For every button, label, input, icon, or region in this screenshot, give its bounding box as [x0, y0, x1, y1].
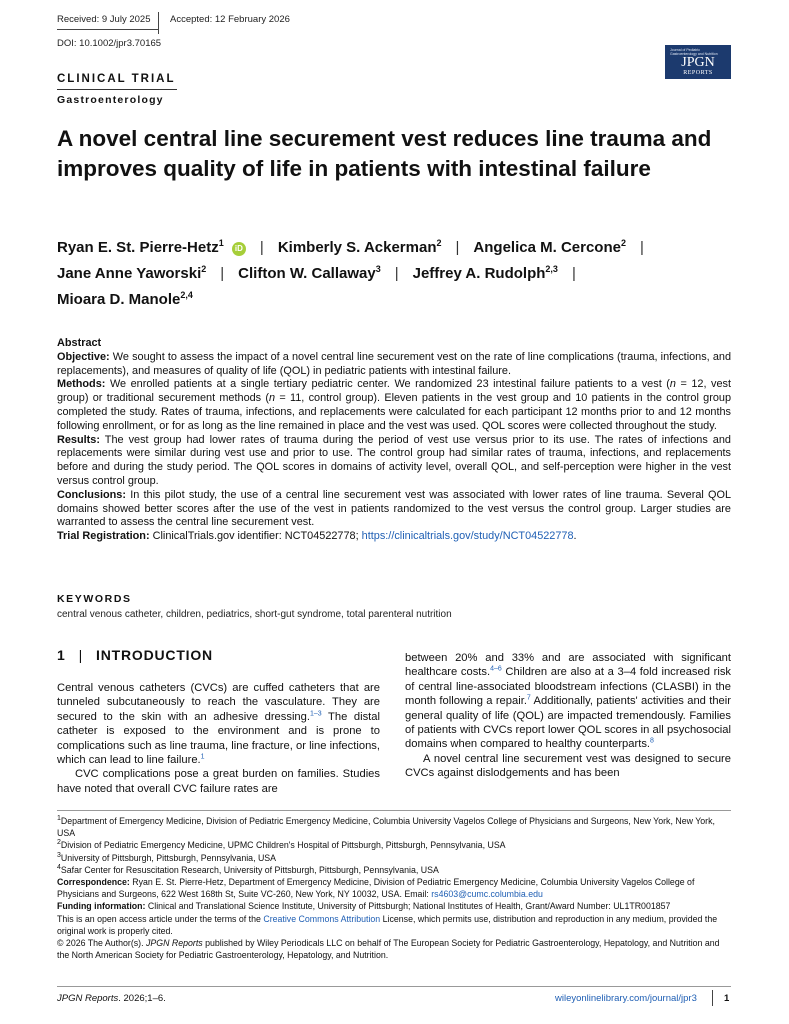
affiliation-number: 4	[57, 863, 61, 871]
abstract-heading: Abstract	[57, 337, 102, 349]
copyright-text: published by Wiley Periodicals LLC on behalf of The European Society for Pediatric Gastroenterology, Hepatology, and Nutrition and the North American Society for Pediatric Gastroenterology, Hepatology, and Nutrition.	[57, 938, 720, 961]
page-number: 1	[724, 993, 730, 1004]
funding-label: Funding information:	[57, 901, 146, 912]
copyright-journal: JPGN Reports	[145, 938, 203, 949]
footer-journal: JPGN Reports	[57, 993, 119, 1004]
article-type: CLINICAL TRIAL	[57, 73, 176, 85]
methods-text: = 12, vest group) or traditional securement methods (	[57, 378, 731, 405]
header-rule	[57, 29, 158, 30]
copyright-text: © 2026 The Author(s).	[57, 938, 146, 949]
affiliation-number: 1	[57, 815, 61, 823]
affiliation-text: University of Pittsburgh, Pittsburgh, Pennsylvania, USA	[60, 852, 277, 863]
author-name[interactable]: Mioara D. Manole	[57, 291, 181, 308]
author-affiliation: 2,3	[545, 264, 558, 274]
affiliation-text: Department of Emergency Medicine, Division of Pediatric Emergency Medicine, Columbia University Vagelos College of Physicians and Surgeons, New York, New York, USA	[57, 816, 715, 839]
section-number: 1	[57, 647, 66, 663]
doi[interactable]: DOI: 10.1002/jpr3.70165	[57, 38, 162, 49]
keywords-heading: KEYWORDS	[57, 593, 132, 605]
logo-small-text: Journal of Pediatric Gastroenterology and Nutrition	[670, 48, 718, 56]
author-affiliation: 1	[218, 238, 224, 248]
footer-divider	[712, 990, 713, 1006]
methods-text: = 11, control group). Eleven patients in the vest group and 10 patients in the control group completed the study. Rates of trauma, infections, and replacements were calculated for each participant 12 months prior to and 12 months following enrollment, or for as long as the line remained in place and the vest was used. QOL scores were collected throughout the study.	[57, 392, 732, 432]
intro-paragraph: Additionally, patients' activities and their general quality of life (QOL) are impacted tremendously. Families of patients with CVCs report lower QOL scores in all psychosocial domains when compared to healthy counterparts.	[405, 695, 731, 751]
intro-left-column	[57, 681, 380, 796]
methods-label: Methods:	[57, 378, 106, 391]
trial-end: .	[573, 530, 577, 543]
citation-link[interactable]: 1	[200, 753, 205, 761]
objective-text: We sought to assess the impact of a novel central line securement vest on the rate of line complications (trauma, infections, and replacements), and measures of quality of life (QOL) in pediatric patients with intestinal failure.	[57, 350, 732, 377]
accepted-date: Accepted: 12 February 2026	[170, 14, 290, 25]
footer-citation	[57, 993, 166, 1004]
citation-link[interactable]: 1–3	[310, 710, 322, 718]
orcid-icon[interactable]: iD	[232, 242, 246, 256]
author-name[interactable]: Angelica M. Cercone	[473, 239, 621, 256]
intro-paragraph: A novel central line securement vest was designed to secure CVCs against dislodgements and has been	[405, 752, 731, 780]
author-name[interactable]: Jeffrey A. Rudolph	[412, 265, 546, 282]
intro-paragraph: The distal catheter is exposed to the environment and is prone to complications such as line trauma, line fracture, or line infections, which can lead to line failure.	[57, 710, 380, 767]
license-link[interactable]: Creative Commons Attribution	[263, 913, 381, 924]
footnotes	[57, 815, 731, 961]
header-divider	[158, 12, 159, 34]
logo-sub-text: REPORTS	[683, 70, 713, 76]
author-affiliation: 2	[620, 238, 626, 248]
trial-text: ClinicalTrials.gov identifier: NCT04522778;	[152, 530, 362, 543]
footer-citation-text: . 2026;1–6.	[118, 993, 166, 1004]
citation-link[interactable]: 7	[526, 694, 531, 702]
conclusions-text: In this pilot study, the use of a central line securement vest was associated with lower rates of line trauma. Several QOL domains showed better scores after the use of the vest in patients randomized to the vest versus the control group. Larger studies are warranted to assess the central line securement vest.	[57, 488, 731, 529]
author-name[interactable]: Jane Anne Yaworski	[57, 265, 202, 282]
abstract	[57, 337, 731, 544]
subject-category: Gastroenterology	[57, 94, 164, 106]
author-name[interactable]: Kimberly S. Ackerman	[277, 239, 437, 256]
author-name[interactable]: Ryan E. St. Pierre-Hetz	[57, 239, 219, 256]
results-label: Results:	[57, 433, 100, 446]
author-affiliation: 2	[201, 264, 207, 274]
intro-paragraph: between 20% and 33% and are associated with significant healthcare costs.	[405, 652, 731, 679]
license-text: This is an open access article under the terms of the	[57, 913, 264, 924]
correspondence-text: Ryan E. St. Pierre-Hetz, Department of Emergency Medicine, Division of Pediatric Emergency Medicine, Columbia University Vagelos College of Physicians and Surgeons, 622 West 168th St, Suite VC-260, New York, NY 10032, USA. Email:	[57, 877, 695, 900]
intro-paragraph: Children are also at a 3–4 fold increased risk of central line-associated bloodstream infections (CLASBI) in the month following a repair.	[405, 666, 732, 708]
methods-n: n	[269, 392, 276, 405]
section-title: INTRODUCTION	[96, 647, 213, 663]
affiliation-number: 3	[57, 851, 61, 859]
conclusions-label: Conclusions:	[57, 488, 126, 501]
author-name[interactable]: Clifton W. Callaway	[238, 265, 376, 282]
author-affiliation: 3	[375, 264, 381, 274]
methods-text: We enrolled patients at a single tertiary pediatric center. We randomized 23 intestinal failure patients to a vest (	[109, 378, 670, 391]
citation-link[interactable]: 4–6	[490, 665, 502, 673]
intro-paragraph: CVC complications pose a great burden on families. Studies have noted that overall CVC failure rates are	[57, 768, 380, 795]
article-type-rule	[57, 89, 177, 90]
affiliation-number: 2	[57, 839, 61, 847]
author-affiliation: 2,4	[180, 290, 193, 300]
affiliation-text: Division of Pediatric Emergency Medicine, UPMC Children's Hospital of Pittsburgh, Pittsburgh, Pennsylvania, USA	[60, 840, 506, 851]
correspondence-label: Correspondence:	[57, 877, 130, 888]
citation-link[interactable]: 8	[650, 737, 654, 745]
author-list: Ryan E. St. Pierre-Hetz$^1$ iD | Kimberly S. Ackerman$^2$ | Angelica M. Cercone$^2$ | Jane Anne Yaworski$^2$ | Clifton W. Callaway$^3$ | Jeffrey A. Rudolph$^{2,3}$ | Mioara D. Manole$^{2,4}$	[57, 238, 644, 308]
trial-link[interactable]: https://clinicaltrials.gov/study/NCT04522778	[361, 530, 574, 543]
journal-logo[interactable]	[665, 45, 731, 79]
keywords-text: central venous catheter, children, pediatrics, short-gut syndrome, total parenteral nutrition	[57, 609, 452, 620]
intro-right-column	[405, 651, 731, 781]
section-heading: 1 | INTRODUCTION	[57, 647, 213, 663]
objective-label: Objective:	[57, 350, 110, 363]
affiliation-text: Safar Center for Resuscitation Research, University of Pittsburgh, Pittsburgh, Pennsylvania, USA	[60, 864, 439, 875]
author-affiliation: 2	[436, 238, 442, 248]
methods-n: n	[669, 378, 676, 391]
correspondence-email-link[interactable]: rs4603@cumc.columbia.edu	[431, 889, 543, 900]
funding-text: Clinical and Translational Science Institute, University of Pittsburgh; National Institutes of Health, Grant/Award Number: UL1TR001857	[145, 901, 671, 912]
results-text: The vest group had lower rates of trauma during the period of vest use versus prior to its use. The rates of infections and replacements were similar during vest use and prior to use. The control group had similar rates of trauma, infections, and replacements before and during the study period. The QOL scores in domains of activity level, overall QOL, and self-perception were higher in the vest versus control group.	[57, 433, 731, 487]
logo-main-text: JPGN	[681, 55, 715, 70]
article-title: A novel central line securement vest reduces line trauma and improves quality of life in patients with intestinal failure	[57, 126, 712, 181]
received-date: Received: 9 July 2025	[57, 14, 151, 25]
footer-url-link[interactable]: wileyonlinelibrary.com/journal/jpr3	[555, 993, 697, 1004]
intro-paragraph: Central venous catheters (CVCs) are cuffed catheters that are tunneled subcutaneously to reach the vasculature. They are secured to the skin with an adhesive dressing.	[57, 682, 380, 723]
trial-label: Trial Registration:	[57, 530, 150, 543]
footnote-rule	[57, 810, 731, 811]
footer-rule	[57, 986, 731, 987]
license-text: License, which permits use, distribution and reproduction in any medium, provided the original work is properly cited.	[57, 913, 718, 936]
